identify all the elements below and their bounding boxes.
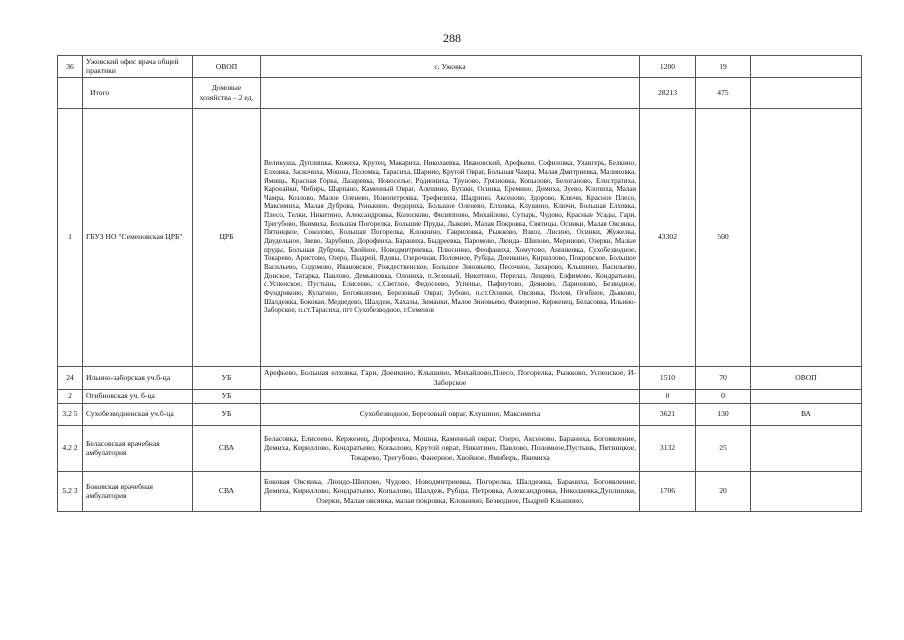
row-number: 36 bbox=[58, 56, 83, 78]
row-number: 2 bbox=[58, 389, 83, 403]
note-cell bbox=[751, 56, 862, 78]
note-cell bbox=[751, 77, 862, 108]
note-cell bbox=[751, 389, 862, 403]
facility-name: ГБУЗ НО "Семеновская ЦРБ" bbox=[83, 108, 193, 366]
facility-type: УБ bbox=[193, 403, 261, 425]
facility-name: Беласовская врачебная амбулатория bbox=[83, 425, 193, 471]
facility-name: Сухобезводненская уч.б-ца bbox=[83, 403, 193, 425]
table-row bbox=[58, 389, 862, 403]
staff-count: 0 bbox=[696, 389, 751, 403]
facility-name: Итого bbox=[83, 77, 193, 108]
note-cell bbox=[751, 471, 862, 511]
table-row bbox=[58, 366, 862, 389]
settlements-list: с. Ужовка bbox=[261, 56, 640, 78]
population-count: 3621 bbox=[640, 403, 696, 425]
population-count: 0 bbox=[640, 389, 696, 403]
page-number: 288 bbox=[443, 31, 461, 45]
facility-type: СВА bbox=[193, 471, 261, 511]
settlements-list: Сухобезводное, Березовый овраг, Клушино, Максимиха bbox=[261, 403, 640, 425]
facility-type: УБ bbox=[193, 389, 261, 403]
facility-name: Боковская врачебная амбулатория bbox=[83, 471, 193, 511]
population-count: 28213 bbox=[640, 77, 696, 108]
row-number: 4,2 2 bbox=[58, 425, 83, 471]
settlements-list bbox=[261, 389, 640, 403]
population-count: 1510 bbox=[640, 366, 696, 389]
table-row bbox=[58, 425, 862, 471]
table-row bbox=[58, 108, 862, 366]
facility-name: Огибновская уч. б-ца bbox=[83, 389, 193, 403]
facility-type: СВА bbox=[193, 425, 261, 471]
table-row bbox=[58, 403, 862, 425]
row-number: 3,2 5 bbox=[58, 403, 83, 425]
row-number: 24 bbox=[58, 366, 83, 389]
settlements-list: Великуша, Дуплишка, Кожиха, Крутец, Макариха, Николаевка, Ивановский, Арефьево, Софиловка, Улангерь, Белкино, Елховка, Заскочиха, Мошна, Поломка, Тарасиха, Шарино, Крутой Овраг, Большая Чамра, Малая Дмитриевка, Малиновка, Ямищь, Красная Горка, Лазаревка, Новоселье, Родиониха, Труново, Грязновка, Копылово, Белоганово, Елистратиха, Кароеайки, Чибирь, Шарпано, Каменный Овраг, Алешино, Бутаки, Осинка, Еремино, Демиха, Зуево, Клопиха, Малая Чамра, Козлово, Малое Оленево, Новопетровка, Трефилиха, Шадрино, Аксеново, Здорово, Ключи, Красное Плесо, Максимиха, Малая Дуброва, Ронькино, Федориха, Большое Оленево, Елховка, Клушино, Ключи, Большая Елховка, Плесо, Телки, Никитино, Александровка, Колосково, Филиппово, Михайлово, Сутырь, Чудово, Красные Усады, Гари, Трегубово, Якимиха, Большая Погорелка, Большие Пруды, Лыково, Малая Покровка, Святицы, Осинки, Малая Овсянка, Пятницкое, Соколово, Большая Погорелка, Клокнино, Гавриловка, Рыжково, Взвоз, Лисино, Осинки, Жужелка, Двудельное, Звево, Зарубино, Дорофеиха, Бараниха, Быдреевка, Паромово, Люнда- Шипово, Мериново, Озерки, Малые пруды, Большая Дуброва, Хвойное, Новодмитриевка, Плюснино, Феофаниха, Хомутово, Анниковка, Сухобезводное, Токарево, Аристово, Озеро, Пыдрей, Ядовы, Озерочная, Поломное, Рубцы, Доенкино, Кириллово, Покровское, Большое Васильево, Содомово, Ивановское, Рождественское, Большое Зиновьево, Песочное, Захарово, Клышино, Васильево, Донское, Татарка, Павлово, Демьяновка, Олониха, п.Зеленый, Никитино, Перелаз, Лещево, Елфимово, Кондратьево, с.Успенское, Пустынь, Елисеево, с.Светлое, Федосеево, Успенье, Пафнутово, Деяново, Ларионово, Безводное, Фундриково, Кулагино, Богоявление, Березовый Овраг, Зубово, п.ст.Осинки, Овсянка, Полом, Огибное, Дьяково, Шалдежка, Боковая, Медведево, Шалдеж, Хахалы, Зиманки, Малое Зиновьево, Фанерное, Керженец, Беласовка, Ильино- Заборское, п.ст.Тарасиха, пгт Сухобезводное, г.Семенов bbox=[261, 108, 640, 366]
population-count: 3132 bbox=[640, 425, 696, 471]
settlements-list: Арефьево, Большая елховка, Гари, Доенкино, Клышино, Михайлово,Плесо, Погорелка, Рыжково, Успенское, И-Заборское bbox=[261, 366, 640, 389]
staff-count: 500 bbox=[696, 108, 751, 366]
note-cell: ОВОП bbox=[751, 366, 862, 389]
note-cell bbox=[751, 425, 862, 471]
settlements-list: Боковая Овсянка, Люндо-Шипово, Чудово, Новодмитриевка, Погорелка, Шалдежка, Бараниха, Богоявление, Демиха, Кириллово, Кондратьево, Копылово, Шалдеж, Рубцы, Петровка, Александровка, Николаевка,Дуплишки, Озерки, Малая овсянка, малая покровка, Клокнино, Безводное, Пыдрей Клышино, bbox=[261, 471, 640, 511]
table-row bbox=[58, 77, 862, 108]
table-row bbox=[58, 471, 862, 511]
facility-type: ЦРБ bbox=[193, 108, 261, 366]
settlements-list: Беласовка, Елисеево, Керженец, Дорофеиха, Мошна, Каменный овраг, Озеро, Аксеново, Бараниха, Богоявление, Демиха, Кириллово, Кондратьево, Копылово, Крутой овраг, Никитино, Павлово, Поломное,Пустынь, Пятницкое, Токарево, Трегубово, Фанерное, Хвойное, Ямибирь, Якимиха bbox=[261, 425, 640, 471]
population-count: 1706 bbox=[640, 471, 696, 511]
staff-count: 70 bbox=[696, 366, 751, 389]
staff-count: 20 bbox=[696, 471, 751, 511]
facility-name: Ужовский офис врача общей практики bbox=[83, 56, 193, 78]
settlements-list bbox=[261, 77, 640, 108]
staff-count: 19 bbox=[696, 56, 751, 78]
row-number bbox=[58, 77, 83, 108]
note-cell bbox=[751, 108, 862, 366]
staff-count: 130 bbox=[696, 403, 751, 425]
facility-name: Ильино-заборская уч.б-ца bbox=[83, 366, 193, 389]
table-row bbox=[58, 56, 862, 78]
facility-type: Домовые хозяйства – 2 ед. bbox=[193, 77, 261, 108]
row-number: 5,2 3 bbox=[58, 471, 83, 511]
staff-count: 475 bbox=[696, 77, 751, 108]
facility-type: УБ bbox=[193, 366, 261, 389]
facility-type: ОВОП bbox=[193, 56, 261, 78]
population-count: 1200 bbox=[640, 56, 696, 78]
row-number: 1 bbox=[58, 108, 83, 366]
facilities-table bbox=[57, 55, 862, 512]
staff-count: 25 bbox=[696, 425, 751, 471]
note-cell: ВА bbox=[751, 403, 862, 425]
population-count: 43302 bbox=[640, 108, 696, 366]
